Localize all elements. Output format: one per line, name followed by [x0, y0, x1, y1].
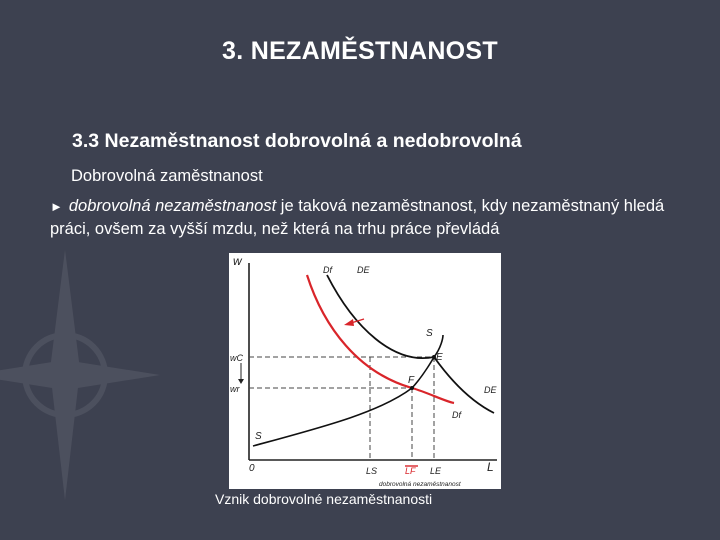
supply-curve [253, 335, 443, 446]
origin-label: 0 [249, 463, 255, 474]
de-top-label: DE [357, 265, 370, 275]
shift-arrowhead [344, 319, 354, 326]
point-e-label: E [436, 352, 443, 363]
compass-watermark [0, 250, 160, 500]
supply-bottom-label: S [255, 431, 262, 442]
bullet-term: dobrovolná nezaměstnanost [68, 197, 277, 215]
wr-label: wr [230, 384, 240, 394]
bullet-arrow-icon: ► [50, 199, 63, 214]
slide-subtitle: 3.3 Nezaměstnanost dobrovolná a nedobrovolná [72, 130, 522, 152]
lf-label: LF [405, 466, 416, 476]
ls-label: LS [366, 466, 378, 476]
df-right-label: Df [452, 410, 461, 420]
wc-label: wC [230, 353, 243, 363]
bullet-paragraph [50, 195, 670, 241]
demand-curve-f [307, 275, 454, 403]
point-f-label: F [408, 375, 415, 386]
slide-title: 3. NEZAMĚSTNANOST [222, 37, 498, 65]
demand-curve-e [327, 275, 494, 413]
labor-market-figure [229, 253, 501, 489]
de-right-label: DE [484, 385, 497, 395]
supply-top-label: S [426, 328, 433, 339]
bullet-text: je taková nezaměstnanost, kdy nezaměstnaný hledá práci, ovšem za vyšší mzdu, než která na trhu práce převládá [50, 197, 665, 238]
definition-heading: Dobrovolná zaměstnanost [71, 167, 263, 185]
point-f-marker [410, 386, 414, 390]
df-top-label: Df [323, 265, 332, 275]
figure-footnote: dobrovolná nezaměstnanost [379, 481, 461, 488]
x-axis-label: L [487, 460, 494, 474]
figure-caption: Vznik dobrovolné nezaměstnanosti [215, 491, 433, 507]
y-axis-label: w [233, 254, 242, 268]
labor-market-diagram [229, 253, 501, 489]
le-label: LE [430, 466, 442, 476]
